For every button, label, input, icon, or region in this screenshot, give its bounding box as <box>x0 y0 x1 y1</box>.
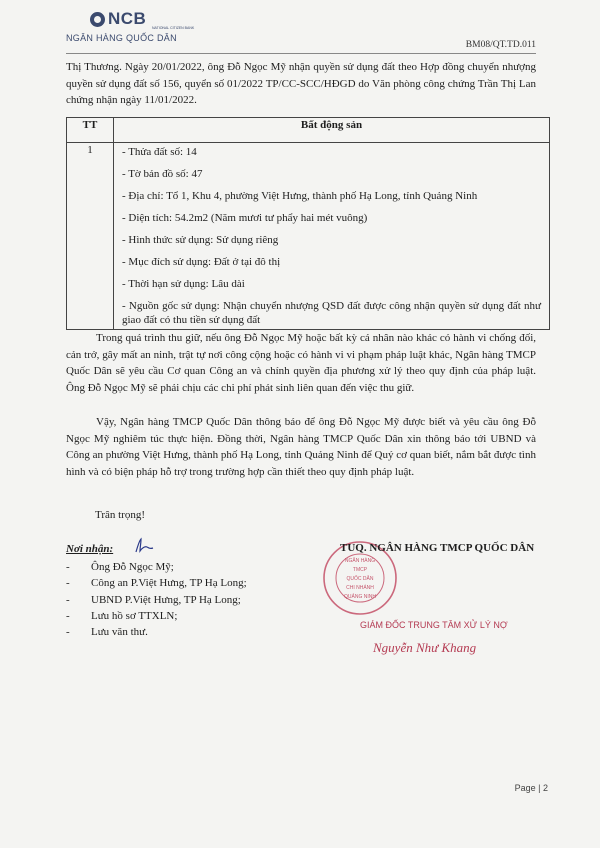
list-item: - Lưu hồ sơ TTXLN; <box>66 609 178 622</box>
item-area: - Diện tích: 54.2m2 (Năm mươi tư phẩy hai mét vuông) <box>122 212 368 224</box>
table-header-row <box>67 118 550 143</box>
stamp-line: NGÂN HÀNG <box>344 558 376 564</box>
intro-paragraph: Thị Thương. Ngày 20/01/2022, ông Đỗ Ngọc Mỹ nhận quyền sử dụng đất theo Hợp đồng chuyển nhượng quyền sử dụng đất số 156, quyển số 01/2022 TP/CC-SCC/HĐGD do Văn phòng công chứng Trần Thị Lan chứng nhận ngày 11/01/2022. <box>66 61 536 106</box>
property-details <box>114 143 550 330</box>
list-item: - Ông Đỗ Ngọc Mỹ; <box>66 561 174 573</box>
signatory-role: GIÁM ĐỐC TRUNG TÂM XỬ LÝ NỢ <box>360 620 508 630</box>
stamp-line: TMCP <box>352 567 368 573</box>
item-usage-form: - Hình thức sử dụng: Sử dụng riêng <box>122 234 279 246</box>
header-property: Bất động sản <box>114 118 550 143</box>
item-usage-term: - Thời hạn sử dụng: Lâu dài <box>122 278 245 290</box>
item-address: - Địa chỉ: Tổ 1, Khu 4, phường Việt Hưng, thành phố Hạ Long, tỉnh Quảng Ninh <box>122 190 478 202</box>
recipients-label: Nơi nhận: <box>66 543 114 555</box>
list-item: - UBND P.Việt Hưng, TP Hạ Long; <box>66 593 241 606</box>
property-table <box>66 117 550 330</box>
signatory-title: TUQ. NGÂN HÀNG TMCP QUỐC DÂN <box>340 542 535 554</box>
document-code: BM08/QT.TD.011 <box>465 40 536 50</box>
header-divider <box>66 53 536 54</box>
logo-subtext: NATIONAL CITIZEN BANK <box>152 26 195 30</box>
item-usage-purpose: - Mục đích sử dụng: Đất ở tại đô thị <box>122 256 281 268</box>
ncb-logo <box>66 9 195 50</box>
logo-text: NCB <box>108 9 147 28</box>
table-row <box>67 143 550 330</box>
list-item: - Công an P.Việt Hưng, TP Hạ Long; <box>66 577 247 590</box>
stamp-line: QUẢNG NINH <box>344 594 376 600</box>
list-item: - Lưu văn thư. <box>66 626 148 639</box>
header-tt: TT <box>67 118 114 143</box>
closing-line: Trân trọng! <box>95 509 146 521</box>
initial-signature-icon <box>133 537 155 555</box>
row-number: 1 <box>67 143 114 330</box>
item-usage-origin: - Nguồn gốc sử dụng: Nhận chuyển nhượng QSD đất được công nhận quyền sử dụng đất như giao đất có thu tiền sử dụng đất <box>122 300 541 326</box>
item-parcel-number: - Thửa đất số: 14 <box>122 146 197 158</box>
recipients-list <box>66 559 247 640</box>
paragraph-notification: Vậy, Ngân hàng TMCP Quốc Dân thông báo để ông Đỗ Ngọc Mỹ được biết và yêu cầu ông Đỗ Ngọc Mỹ nghiêm túc thực hiện. Đồng thời, Ngân hàng TMCP Quốc Dân xin thông báo tới UBND và Công an phường Việt Hưng, thành phố Hạ Long, tỉnh Quảng Ninh để Quý cơ quan biết, nắm bắt được tình hình và có biện pháp hỗ trợ trong trường hợp cần thiết theo quy định pháp luật. <box>66 416 536 478</box>
paragraph-enforcement: Trong quá trình thu giữ, nếu ông Đỗ Ngọc Mỹ hoặc bất kỳ cá nhân nào khác có hành vi chống đối, cản trở, gây mất an ninh, trật tự nơi công cộng hoặc có hành vi vi phạm pháp luật khác, Ngân hàng TMCP Quốc Dân sẽ yêu cầu Cơ quan Công an và chính quyền địa phương xử lý theo quy định của pháp luật. Ông Đỗ Ngọc Mỹ sẽ phải chịu các chi phí phát sinh liên quan đến việc thu giữ. <box>66 332 536 394</box>
stamp-line: CHI NHÁNH <box>346 585 374 591</box>
ncb-logo-icon <box>90 12 105 27</box>
item-map-sheet: - Tờ bản đồ số: 47 <box>122 168 203 180</box>
page-number: Page | 2 <box>514 783 548 793</box>
logo-bank-name: NGÂN HÀNG QUỐC DÂN <box>66 33 177 43</box>
signatory-name: Nguyễn Như Khang <box>373 640 477 655</box>
stamp-line: QUỐC DÂN <box>346 576 374 582</box>
